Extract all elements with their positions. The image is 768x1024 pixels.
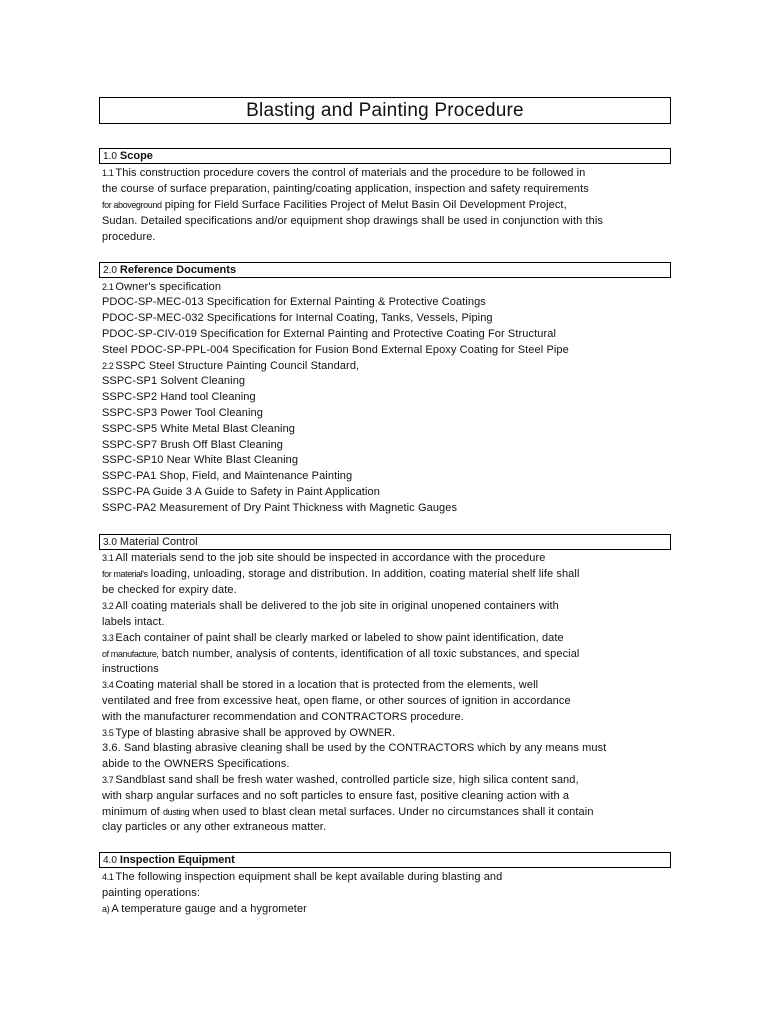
text-line: SSPC-PA Guide 3 A Guide to Safety in Paint Application	[102, 486, 380, 498]
text-line: labels intact.	[102, 616, 165, 628]
text-line: PDOC-SP-MEC-032 Specifications for Internal Coating, Tanks, Vessels, Piping	[102, 312, 493, 324]
text-line: for aboveground piping for Field Surface Facilities Project of Melut Basin Oil Development Project,	[102, 199, 567, 211]
text-line: clay particles or any other extraneous matter.	[102, 821, 327, 833]
text-line: a) A temperature gauge and a hygrometer	[102, 903, 307, 915]
text-line: with the manufacturer recommendation and CONTRACTORS procedure.	[102, 711, 464, 723]
text-line: with sharp angular surfaces and no soft particles to ensure fast, positive cleaning action with a	[102, 790, 570, 802]
text-line: instructions	[102, 663, 159, 675]
section-number: 4.0	[103, 855, 117, 866]
section-number: 1.0	[103, 151, 117, 162]
text-line: PDOC-SP-CIV-019 Specification for External Painting and Protective Coating For Structural	[102, 328, 556, 340]
section-heading: Material Control	[119, 536, 198, 548]
section-header-scope	[99, 148, 671, 164]
text-line: minimum of dusting when used to blast clean metal surfaces. Under no circumstances shall it contain	[102, 806, 594, 818]
text-line: ventilated and free from excessive heat, open flame, or other sources of ignition in accordance	[102, 695, 571, 707]
document-title: Blasting and Painting Procedure	[99, 97, 671, 124]
section-number: 3.0	[103, 537, 117, 548]
section-heading: Scope	[119, 150, 153, 162]
text-line: 2.1 Owner's specification	[102, 281, 222, 293]
text-line: 3.1 All materials send to the job site should be inspected in accordance with the procedure	[102, 552, 546, 564]
text-line: SSPC-SP10 Near White Blast Cleaning	[102, 454, 299, 466]
text-line: 3.7 Sandblast sand shall be fresh water washed, controlled particle size, high silica content sand,	[102, 774, 579, 786]
text-line: 4.1 The following inspection equipment shall be kept available during blasting and	[102, 871, 503, 883]
text-line: SSPC-SP2 Hand tool Cleaning	[102, 391, 256, 403]
text-line: for material's loading, unloading, storage and distribution. In addition, coating material shelf life shall	[102, 568, 580, 580]
section-header-material-control	[99, 534, 671, 550]
section-header-reference-documents	[99, 262, 671, 278]
section-header-inspection-equipment	[99, 852, 671, 868]
text-line: abide to the OWNERS Specifications.	[102, 758, 290, 770]
section-heading: Inspection Equipment	[119, 854, 235, 866]
section-number: 2.0	[103, 265, 117, 276]
text-line: SSPC-SP3 Power Tool Cleaning	[102, 407, 263, 419]
text-line: Sudan. Detailed specifications and/or equipment shop drawings shall be used in conjunction with this	[102, 215, 604, 227]
section-heading: Reference Documents	[119, 264, 237, 276]
text-line: 1.1 This construction procedure covers the control of materials and the procedure to be followed in	[102, 167, 586, 179]
text-line: the course of surface preparation, painting/coating application, inspection and safety requirements	[102, 183, 589, 195]
text-line: painting operations:	[102, 887, 201, 899]
text-line: Steel PDOC-SP-PPL-004 Specification for Fusion Bond External Epoxy Coating for Steel Pipe	[102, 344, 569, 356]
text-line: 3.6. Sand blasting abrasive cleaning shall be used by the CONTRACTORS which by any means must	[102, 742, 607, 754]
text-line: procedure.	[102, 231, 156, 243]
text-line: SSPC-PA2 Measurement of Dry Paint Thickness with Magnetic Gauges	[102, 502, 458, 514]
text-line: SSPC-SP5 White Metal Blast Cleaning	[102, 423, 296, 435]
text-line: SSPC-SP7 Brush Off Blast Cleaning	[102, 439, 284, 451]
text-line: 3.4 Coating material shall be stored in a location that is protected from the elements, well	[102, 679, 539, 691]
text-line: PDOC-SP-MEC-013 Specification for External Painting & Protective Coatings	[102, 296, 486, 308]
text-line: 2.2 SSPC Steel Structure Painting Council Standard,	[102, 360, 360, 372]
text-line: 3.2 All coating materials shall be delivered to the job site in original unopened containers with	[102, 600, 559, 612]
text-line: SSPC-SP1 Solvent Cleaning	[102, 375, 246, 387]
text-line: 3.5 Type of blasting abrasive shall be approved by OWNER.	[102, 727, 396, 739]
text-line: of manufacture, batch number, analysis of contents, identification of all toxic substances, and special	[102, 648, 580, 660]
text-line: be checked for expiry date.	[102, 584, 237, 596]
text-line: SSPC-PA1 Shop, Field, and Maintenance Painting	[102, 470, 353, 482]
text-line: 3.3 Each container of paint shall be clearly marked or labeled to show paint identification, date	[102, 632, 564, 644]
